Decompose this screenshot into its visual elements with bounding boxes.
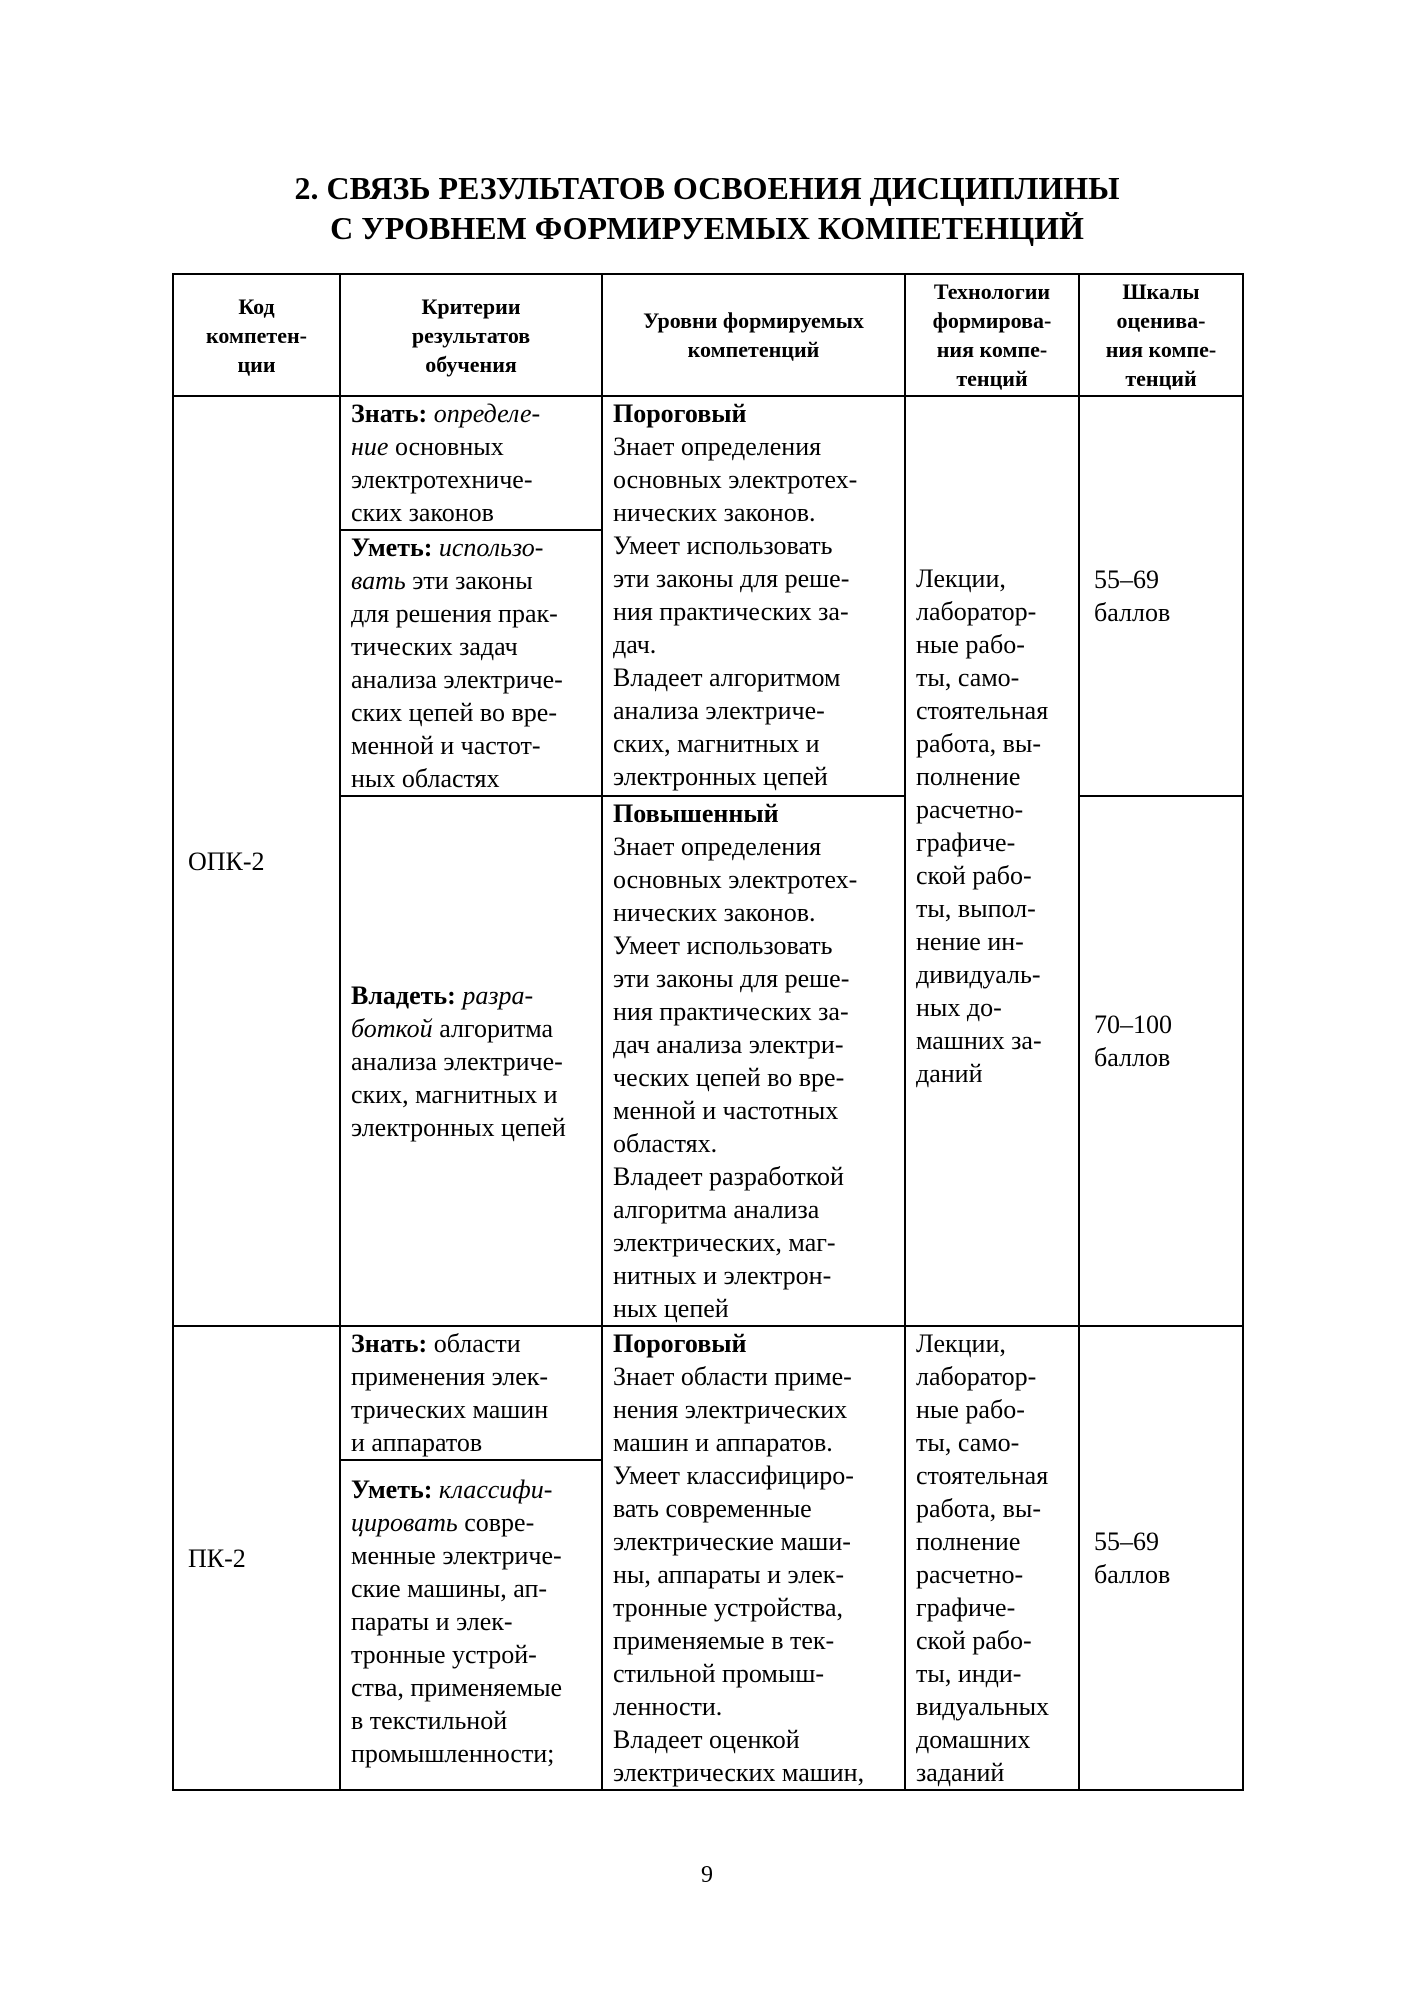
level-title: Пороговый <box>613 399 747 428</box>
criteria-own <box>340 796 602 1326</box>
table-row <box>173 396 1243 530</box>
criteria-can-text: совре- менные электриче- ские машины, ап- параты и элек- тронные устрой- ства, применяемые в текстильной промышленности; <box>351 1508 563 1768</box>
criteria-can <box>340 530 602 796</box>
criteria-can-italic: использо- вать <box>351 533 544 595</box>
criteria-can-label: Уметь: <box>351 533 433 562</box>
criteria-can <box>340 1460 602 1790</box>
level-advanced <box>602 796 905 1326</box>
level-title: Повышенный <box>613 799 779 828</box>
level-title: Пороговый <box>613 1329 747 1358</box>
header-criteria: Критерии результатов обучения <box>340 274 602 396</box>
technology-cell: Лекции, лаборатор- ные рабо- ты, само- стоятельная работа, вы- полнение расчетно- графиче- ской рабо- ты, инди- видуальных домашних заданий <box>905 1326 1079 1790</box>
criteria-own-italic: разра- боткой <box>351 980 534 1043</box>
header-technologies: Технологии формирова- ния компе- тенций <box>905 274 1079 396</box>
header-levels: Уровни формируемых компетенций <box>602 274 905 396</box>
competence-code: ОПК-2 <box>173 396 340 1326</box>
level-threshold <box>602 396 905 796</box>
criteria-know <box>340 396 602 530</box>
scale-cell: 55–69 баллов <box>1079 1326 1243 1790</box>
criteria-know-text: области применения элек- трических машин и аппаратов <box>351 1329 549 1457</box>
criteria-know-label: Знать: <box>351 399 428 428</box>
level-text: Знает определения основных электротех- нических законов. Умеет использовать эти законы для реше- ния практических за- дач. Владеет алгоритмом анализа электриче- ских, магнитных и электронных цепей <box>613 432 858 791</box>
level-text: Знает области приме- нения электрических машин и аппаратов. Умеет классифициро- вать современные электрические маши- ны, аппараты и элек- тронные устройства, применяемые в тек- стильной промыш- ленности. Владеет оценкой электрических машин, <box>613 1362 865 1787</box>
level-threshold <box>602 1326 905 1790</box>
criteria-know-text: основных электротехниче- ских законов <box>351 432 533 527</box>
header-scales: Шкалы оценива- ния компе- тенций <box>1079 274 1243 396</box>
page-number: 9 <box>701 1862 713 1888</box>
header-code: Код компетен- ции <box>173 274 340 396</box>
criteria-own-label: Владеть: <box>351 980 456 1010</box>
competence-table <box>172 273 1244 1791</box>
criteria-know <box>340 1326 602 1460</box>
scale-cell: 70–100 баллов <box>1079 796 1243 1326</box>
heading-line-2: С УРОВНЕМ ФОРМИРУЕМЫХ КОМПЕТЕНЦИЙ <box>330 210 1084 246</box>
criteria-know-label: Знать: <box>351 1329 428 1358</box>
technology-cell: Лекции, лаборатор- ные рабо- ты, само- стоятельная работа, вы- полнение расчетно- графиче- ской рабо- ты, выпол- нение ин- дивидуаль- ных до- машних за- даний <box>905 396 1079 1326</box>
heading-line-1: 2. СВЯЗЬ РЕЗУЛЬТАТОВ ОСВОЕНИЯ ДИСЦИПЛИНЫ <box>294 170 1120 206</box>
competence-code: ПК-2 <box>173 1326 340 1790</box>
criteria-know-italic: определе- ние <box>351 399 541 461</box>
criteria-own-text: алгоритма анализа электриче- ских, магнитных и электронных цепей <box>351 1013 566 1142</box>
level-text: Знает определения основных электротех- нических законов. Умеет использовать эти законы для реше- ния практических за- дач анализа электри- ческих цепей во вре- менной и частотных областях. Владеет разработкой алгоритма анализа электрических, маг- нитных и электрон- ных цепей <box>613 832 858 1323</box>
criteria-can-italic: классифи- цировать <box>351 1475 553 1537</box>
scale-cell: 55–69 баллов <box>1079 396 1243 796</box>
section-heading <box>172 168 1242 248</box>
criteria-can-label: Уметь: <box>351 1475 433 1504</box>
table-header-row <box>173 274 1243 396</box>
table-row <box>173 1326 1243 1460</box>
criteria-can-text: эти законы для решения прак- тических задач анализа электриче- ских цепей во вре- менной и частот- ных областях <box>351 566 563 793</box>
